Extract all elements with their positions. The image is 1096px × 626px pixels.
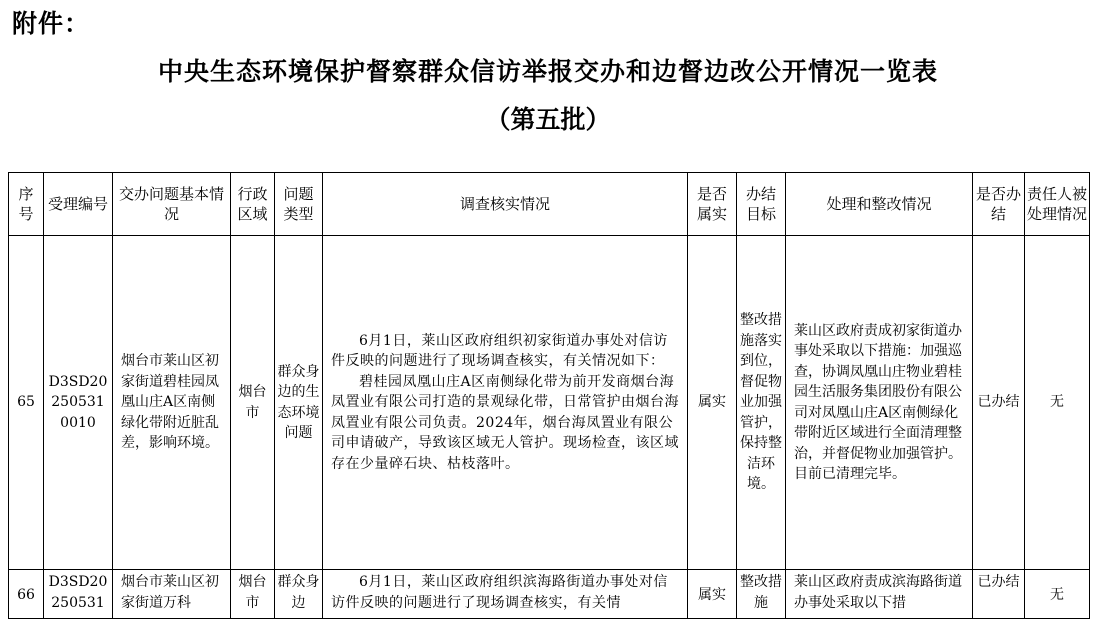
cell-goal: 整改措施 <box>737 570 786 619</box>
cell-verified: 属实 <box>688 236 737 570</box>
cell-goal: 整改措施落实到位，督促物业加强管护，保持整洁环境。 <box>737 236 786 570</box>
cell-verified: 属实 <box>688 570 737 619</box>
cell-seq: 66 <box>9 570 44 619</box>
cell-handling: 莱山区政府责成初家街道办事处采取以下措施：加强巡查，协调凤凰山庄物业碧桂园生活服务集团股份有限公司对凤凰山庄A区南侧绿化带附近区域进行全面清理整治，并督促物业加强管护。目前已清理完毕。 <box>786 236 973 570</box>
header-region: 行政区域 <box>231 173 275 236</box>
investigation-paragraph-2: 碧桂园凤凰山庄A区南侧绿化带为前开发商烟台海凤置业有限公司打造的景观绿化带，日常管护由烟台海凤置业有限公司负责。2024年，烟台海凤置业有限公司申请破产，导致该区域无人管护。现场检查，该区域存在少量碎石块、枯枝落叶。 <box>331 373 679 472</box>
cell-type: 群众身边 <box>275 570 323 619</box>
header-problem: 交办问题基本情况 <box>113 173 231 236</box>
cell-closed: 已办结 <box>973 570 1025 619</box>
cell-problem: 烟台市莱山区初家街道万科 <box>113 570 231 619</box>
header-seq: 序号 <box>9 173 44 236</box>
table-row <box>9 570 1090 619</box>
header-investigation: 调查核实情况 <box>323 173 688 236</box>
document-subtitle: （第五批） <box>485 105 611 134</box>
cell-region: 烟台市 <box>231 236 275 570</box>
attachment-label: 附件： <box>12 9 91 38</box>
cell-investigation <box>323 570 688 619</box>
complaint-table <box>8 172 1090 619</box>
cell-handling: 莱山区政府责成滨海路街道办事处采取以下措 <box>786 570 973 619</box>
table-row <box>9 236 1090 570</box>
cell-region: 烟台市 <box>231 570 275 619</box>
investigation-paragraph-1: 6月1日，莱山区政府组织初家街道办事处对信访件反映的问题进行了现场调查核实，有关情况如下： <box>331 332 668 370</box>
cell-id: D3SD20250531 <box>44 570 113 619</box>
header-accountability: 责任人被处理情况 <box>1025 173 1090 236</box>
header-type: 问题类型 <box>275 173 323 236</box>
cell-id: D3SD20250531 0010 <box>44 236 113 570</box>
header-goal: 办结目标 <box>737 173 786 236</box>
cell-closed: 已办结 <box>973 236 1025 570</box>
cell-problem: 烟台市莱山区初家街道碧桂园凤凰山庄A区南侧绿化带附近脏乱差，影响环境。 <box>113 236 231 570</box>
header-handling: 处理和整改情况 <box>786 173 973 236</box>
cell-seq: 65 <box>9 236 44 570</box>
table-header-row <box>9 173 1090 236</box>
document-title: 中央生态环境保护督察群众信访举报交办和边督边改公开情况一览表 <box>157 57 938 86</box>
header-id: 受理编号 <box>44 173 113 236</box>
cell-investigation <box>323 236 688 570</box>
cell-type: 群众身边的生态环境问题 <box>275 236 323 570</box>
investigation-paragraph-1: 6月1日，莱山区政府组织滨海路街道办事处对信访件反映的问题进行了现场调查核实，有关情 <box>331 574 668 611</box>
cell-accountability: 无 <box>1025 236 1090 570</box>
header-closed: 是否办结 <box>973 173 1025 236</box>
cell-accountability: 无 <box>1025 570 1090 619</box>
header-verified: 是否属实 <box>688 173 737 236</box>
